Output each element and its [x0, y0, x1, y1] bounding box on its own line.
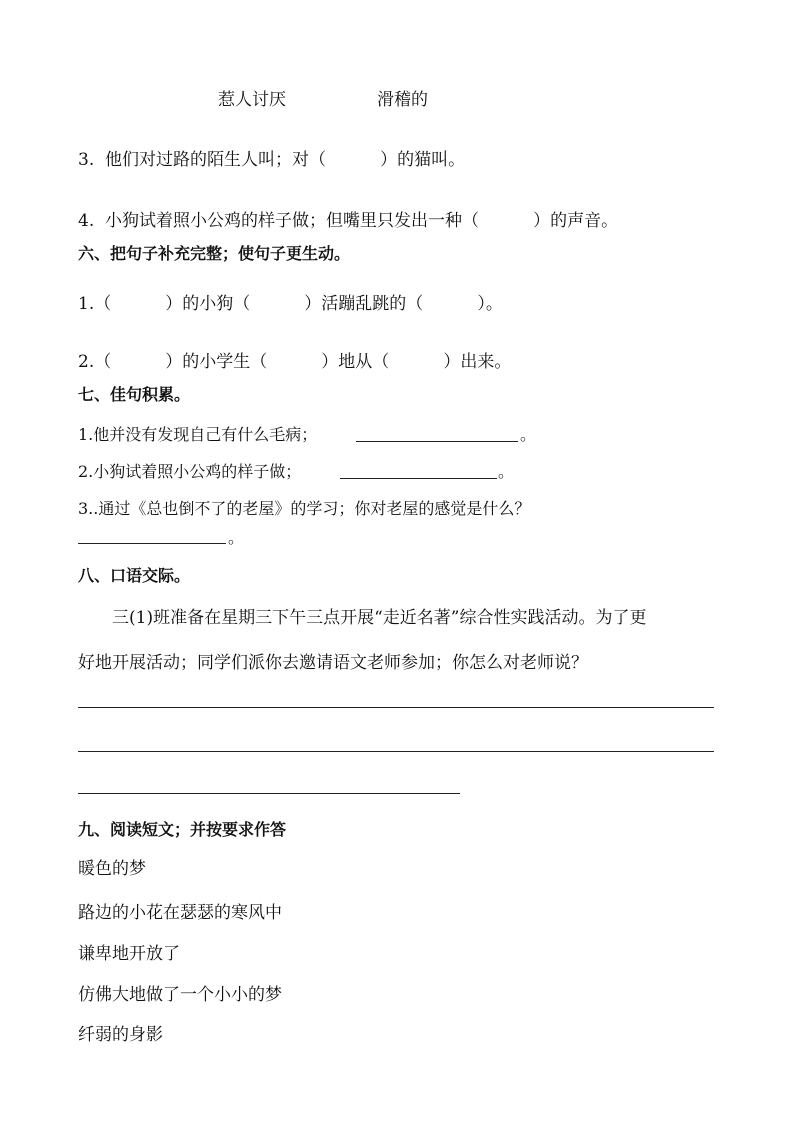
answer-line[interactable] — [78, 793, 460, 794]
section-heading: 七、佳句积累。 — [78, 385, 191, 404]
poem-line: 纤弱的身影 — [78, 1025, 163, 1045]
section-heading: 九、阅读短文；并按要求作答 — [78, 820, 287, 839]
sentence-prompt: 2.小狗试着照小公鸡的样子做； — [78, 462, 302, 481]
fill-in-item: 3. 他们对过路的陌生人叫；对（ ）的猫叫。 — [78, 150, 466, 170]
answer-blank[interactable] — [340, 478, 497, 479]
fill-in-item: 2.（ ）的小学生（ ）地从（ ）出来。 — [78, 352, 512, 372]
end-mark: 。 — [228, 528, 245, 547]
poem-title: 暖色的梦 — [78, 859, 146, 879]
answer-blank[interactable] — [356, 441, 518, 442]
paragraph-line: 三(1)班准备在星期三下午三点开展“走近名著”综合性实践活动。为了更 — [112, 608, 647, 628]
end-mark: 。 — [520, 425, 537, 444]
word-option: 滑稽的 — [377, 90, 428, 110]
fill-in-item: 1.（ ）的小狗（ ）活蹦乱跳的（ ）。 — [78, 294, 503, 314]
question-prompt: 3..通过《总也倒不了的老屋》的学习；你对老屋的感觉是什么？ — [78, 499, 531, 518]
fill-in-item: 4. 小狗试着照小公鸡的样子做；但嘴里只发出一种（ ）的声音。 — [78, 211, 619, 231]
paragraph-line: 好地开展活动；同学们派你去邀请语文老师参加；你怎么对老师说？ — [78, 653, 588, 673]
word-option: 惹人讨厌 — [218, 90, 286, 110]
poem-line: 路边的小花在瑟瑟的寒风中 — [78, 903, 282, 923]
poem-line: 仿佛大地做了一个小小的梦 — [78, 985, 282, 1005]
end-mark: 。 — [498, 462, 515, 481]
section-heading: 六、把句子补充完整；使句子更生动。 — [78, 244, 351, 263]
answer-line[interactable] — [78, 707, 714, 708]
poem-line: 谦卑地开放了 — [78, 944, 180, 964]
answer-blank[interactable] — [78, 543, 226, 544]
sentence-prompt: 1.他并没有发现自己有什么毛病； — [78, 425, 318, 444]
section-heading: 八、口语交际。 — [78, 566, 191, 585]
answer-line[interactable] — [78, 751, 714, 752]
